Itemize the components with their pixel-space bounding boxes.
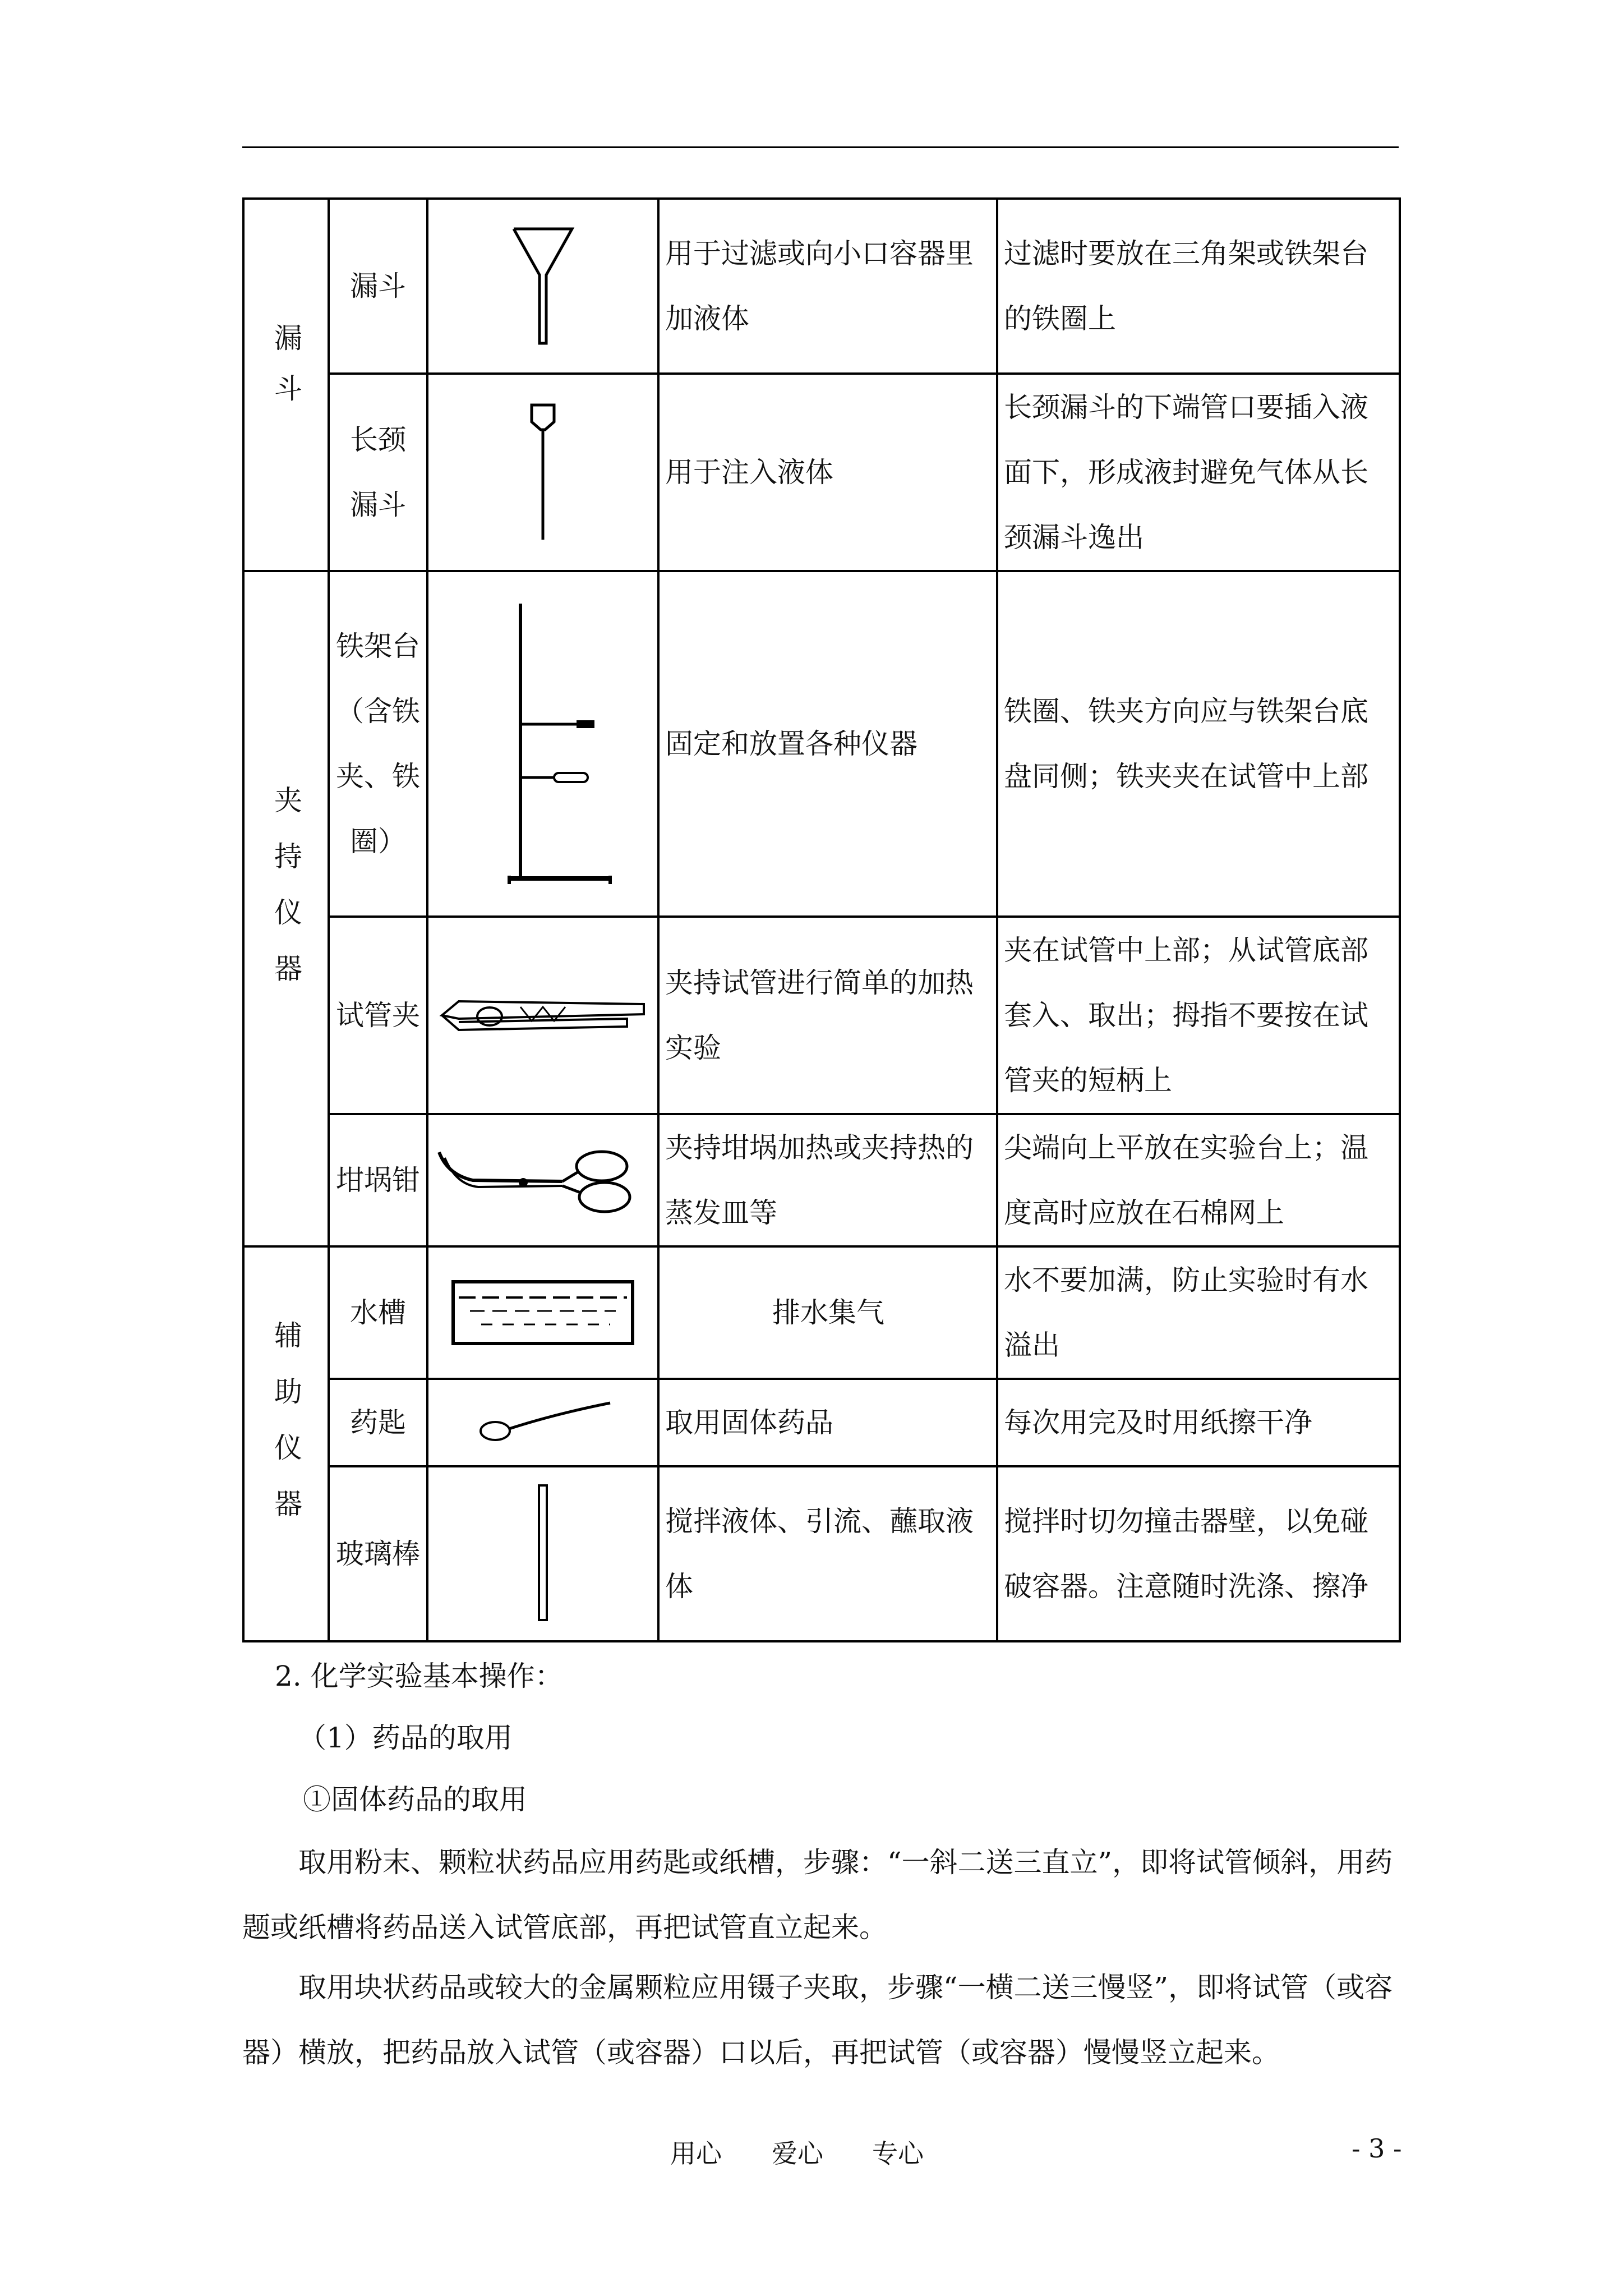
subsection-item: ①固体药品的取用 xyxy=(303,1783,527,1816)
note-text: 搅拌时切勿撞击器壁，以免碰破容器。注意随时洗涤、擦净 xyxy=(997,1466,1400,1641)
long-neck-funnel-icon xyxy=(520,399,565,545)
instrument-name: 水槽 xyxy=(329,1246,427,1379)
instrument-picture xyxy=(427,571,658,917)
instrument-picture xyxy=(427,1379,658,1466)
usage-text: 用于过滤或向小口容器里加液体 xyxy=(658,199,997,374)
footer-motto-3: 专心 xyxy=(872,2138,924,2169)
instrument-name: 铁架台（含铁夹、铁圈） xyxy=(329,571,427,917)
instrument-picture xyxy=(427,374,658,571)
instrument-picture xyxy=(427,1246,658,1379)
usage-text: 排水集气 xyxy=(658,1246,997,1379)
instrument-name: 玻璃棒 xyxy=(329,1466,427,1641)
paragraph-1: 取用粉末、颗粒状药品应用药匙或纸槽，步骤：“一斜二送三直立”，即将试管倾斜，用药题或纸槽将药品送入试管底部，再把试管直立起来。 xyxy=(242,1846,1393,1944)
usage-text: 固定和放置各种仪器 xyxy=(658,571,997,917)
table-row xyxy=(243,1466,1400,1641)
note-text: 夹在试管中上部；从试管底部套入、取出；拇指不要按在试管夹的短柄上 xyxy=(997,917,1400,1114)
instrument-picture xyxy=(427,1114,658,1246)
usage-text: 夹持试管进行简单的加热实验 xyxy=(658,917,997,1114)
category-cell-auxiliary xyxy=(243,1246,329,1641)
category-cell-funnel xyxy=(243,199,329,571)
usage-text: 取用固体药品 xyxy=(658,1379,997,1466)
category-label: 辅助仪器 xyxy=(270,1320,302,1545)
page-number: - 3 - xyxy=(1352,2133,1402,2164)
category-label: 夹持仪器 xyxy=(270,785,302,1010)
footer-motto-1: 用心 xyxy=(670,2138,722,2169)
iron-stand-icon xyxy=(470,598,616,890)
test-tube-clamp-icon xyxy=(436,982,649,1049)
table-row xyxy=(243,199,1400,374)
instrument-table xyxy=(242,197,1401,1642)
crucible-tongs-icon xyxy=(434,1141,652,1220)
footer-motto-2: 爱心 xyxy=(772,2138,823,2169)
category-label: 漏斗 xyxy=(270,323,302,424)
subsection-heading: （1）药品的取用 xyxy=(298,1722,513,1754)
paragraph-2: 取用块状药品或较大的金属颗粒应用镊子夹取，步骤“一横二送三慢竖”，即将试管（或容器）横放，把药品放入试管（或容器）口以后，再把试管（或容器）慢慢竖立起来。 xyxy=(242,1971,1393,2069)
note-text: 尖端向上平放在实验台上；温度高时应放在石棉网上 xyxy=(997,1114,1400,1246)
header-rule xyxy=(242,146,1399,148)
note-text: 每次用完及时用纸擦干净 xyxy=(997,1379,1400,1466)
water-trough-icon xyxy=(448,1276,638,1349)
note-text: 水不要加满，防止实验时有水溢出 xyxy=(997,1246,1400,1379)
instrument-name: 坩埚钳 xyxy=(329,1114,427,1246)
usage-text: 搅拌液体、引流、蘸取液体 xyxy=(658,1466,997,1641)
funnel-icon xyxy=(509,219,577,353)
table-row xyxy=(243,374,1400,571)
instrument-picture xyxy=(427,199,658,374)
note-text: 过滤时要放在三角架或铁架台的铁圈上 xyxy=(997,199,1400,374)
note-text: 长颈漏斗的下端管口要插入液面下，形成液封避免气体从长颈漏斗逸出 xyxy=(997,374,1400,571)
instrument-name: 漏斗 xyxy=(329,199,427,374)
usage-text: 用于注入液体 xyxy=(658,374,997,571)
section-heading: 2. 化学实验基本操作： xyxy=(275,1660,563,1692)
instrument-name: 长颈漏斗 xyxy=(329,374,427,571)
instrument-name: 药匙 xyxy=(329,1379,427,1466)
table-row xyxy=(243,571,1400,917)
instrument-picture xyxy=(427,917,658,1114)
table-row xyxy=(243,1246,1400,1379)
usage-text: 夹持坩埚加热或夹持热的蒸发皿等 xyxy=(658,1114,997,1246)
instrument-name: 试管夹 xyxy=(329,917,427,1114)
instrument-picture xyxy=(427,1466,658,1641)
table-row xyxy=(243,917,1400,1114)
table-row xyxy=(243,1114,1400,1246)
glass-rod-icon xyxy=(532,1481,554,1627)
medicine-spoon-icon xyxy=(470,1392,616,1453)
table-row xyxy=(243,1379,1400,1466)
category-cell-clamps xyxy=(243,571,329,1246)
note-text: 铁圈、铁夹方向应与铁架台底盘同侧；铁夹夹在试管中上部 xyxy=(997,571,1400,917)
